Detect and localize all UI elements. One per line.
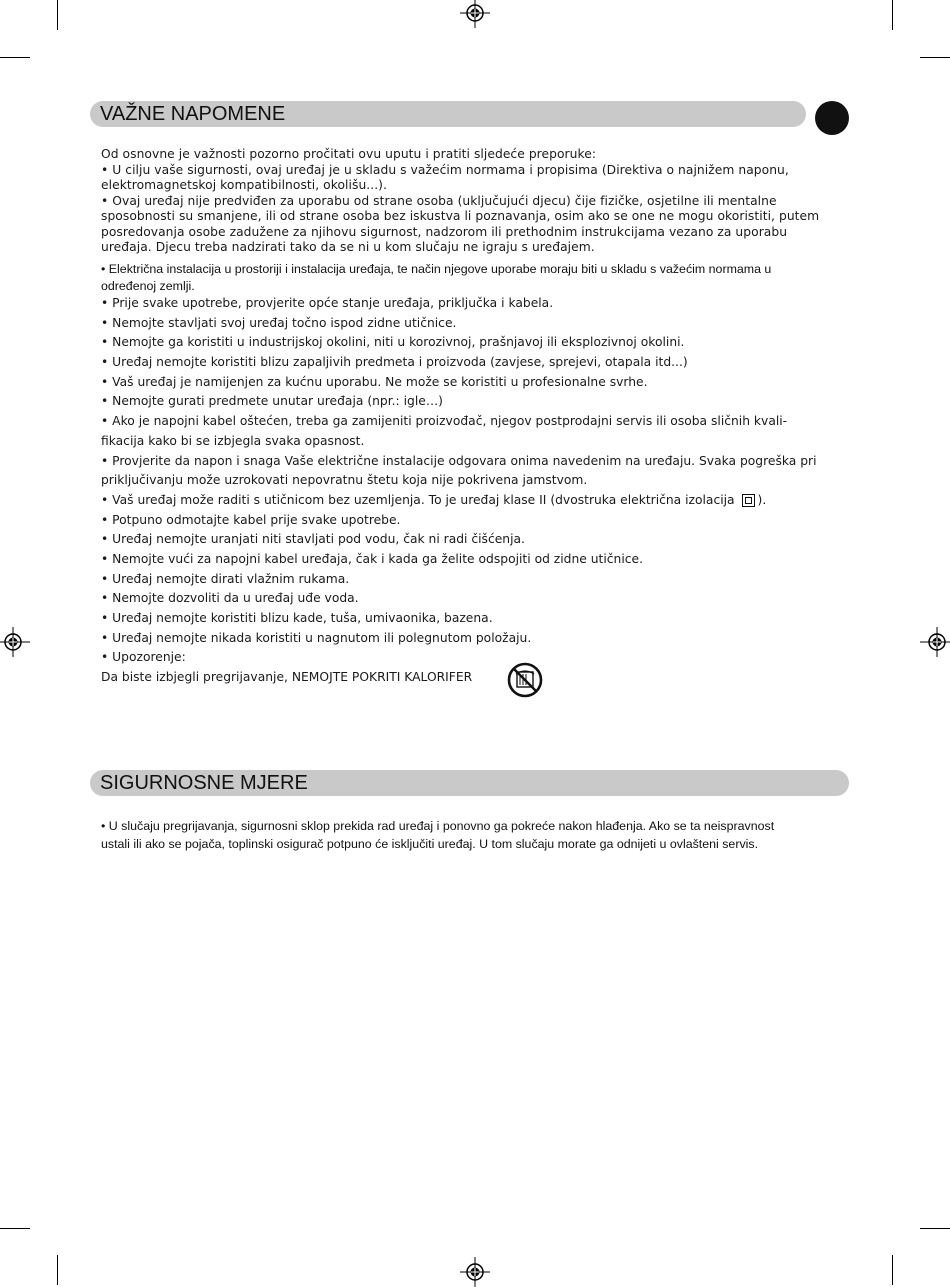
- list-item: • Uređaj nemojte uranjati niti stavljati pod vodu, čak ni radi čišćenja.: [101, 532, 525, 547]
- list-item: • Nemojte stavljati svoj uređaj točno ispod zidne utičnice.: [101, 315, 457, 330]
- page-marker-dot: [815, 101, 849, 135]
- list-item: • Ako je napojni kabel oštećen, treba ga zamijeniti proizvođač, njegov postprodajni servis ili osoba sličnih kvali- fikacija kako bi se izbjegla svaka opasnost.: [101, 414, 788, 448]
- registration-mark-icon: [920, 627, 950, 657]
- registration-mark-icon: [460, 1257, 490, 1287]
- crop-mark: [0, 1228, 30, 1229]
- intro-paragraph: Od osnovne je važnosti pozorno pročitati ovu uputu i pratiti sljedeće preporuke: • U cilju vaše sigurnosti, ovaj uređaj je u skladu s važećim normama i propisima (Direktiva o najnižem naponu, elektromagnetskoj kompatibilnosti, okolišu...). • Ovaj uređaj nije predviđen za uporabu od strane osoba (uključujući djecu) čije fizičke, osjetilne ili mentalne sposobnosti su smanjene, ili od strane osoba bez iskustva li poznavanja, osim ako se one ne mogu okoristiti, putem posredovanja osobe zadužene za njihovu sigurnost, nadzorom ili prethodnim instrukcijama vezano za uporabu uređaja. Djecu treba nadzirati tako da se ni u kom slučaju ne igraju s uređajem.: [101, 147, 820, 254]
- list-item: • Uređaj nemojte koristiti blizu zapaljivih predmeta i proizvoda (zavjese, sprejevi, otapala itd...): [101, 355, 688, 370]
- list-item: • Nemojte dozvoliti da u uređaj uđe voda.: [101, 591, 359, 606]
- list-item: • Uređaj nemojte dirati vlažnim rukama.: [101, 571, 350, 586]
- registration-mark-icon: [460, 0, 490, 30]
- section-header-safety-measures: [90, 770, 849, 796]
- section-header-important-notes: [90, 101, 806, 127]
- crop-mark: [57, 0, 58, 30]
- do-not-cover-icon: [507, 662, 543, 698]
- crop-mark: [920, 1228, 950, 1229]
- list-item: • Potpuno odmotajte kabel prije svake upotrebe.: [101, 512, 401, 527]
- class-ii-text: • Vaš uređaj može raditi s utičnicom bez uzemljenja. To je uređaj klase II (dvostruka električna izolacija: [101, 492, 735, 507]
- crop-mark: [892, 1255, 893, 1285]
- list-item-class-ii: [101, 491, 861, 511]
- list-item: • Provjerite da napon i snaga Vaše električne instalacije odgovara onima navedenim na uređaju. Svaka pogreška pri priključivanju može uzrokovati nepovratnu štetu koja nije pokrivena jamstvom.: [101, 453, 817, 488]
- registration-mark-icon: [0, 627, 30, 657]
- crop-mark: [920, 57, 950, 58]
- list-item: • Prije svake upotrebe, provjerite opće stanje uređaja, priključka i kabela.: [101, 296, 554, 310]
- list-item: • Uređaj nemojte koristiti blizu kade, tuša, umivaonika, bazena.: [101, 611, 493, 626]
- list-item: • Vaš uređaj je namijenjen za kućnu uporabu. Ne može se koristiti u profesionalne svrhe.: [101, 374, 648, 389]
- crop-mark: [892, 0, 893, 30]
- list-item: • Upozorenje:: [101, 650, 186, 665]
- warning-text: Da biste izbjegli pregrijavanje, NEMOJTE POKRITI KALORIFER: [101, 670, 473, 685]
- section-title: SIGURNOSNE MJERE: [100, 772, 308, 794]
- safety-list: [101, 294, 861, 688]
- crop-mark: [0, 57, 30, 58]
- list-item: • Nemojte ga koristiti u industrijskoj okolini, niti u korozivnoj, prašnjavoj ili eksplozivnoj okolini.: [101, 335, 685, 350]
- list-item: • Nemojte vući za napojni kabel uređaja, čak i kada ga želite odspojiti od zidne utičnice.: [101, 552, 643, 566]
- class-ii-text-end: ).: [757, 492, 767, 507]
- safety-measures-text: • U slučaju pregrijavanja, sigurnosni sklop prekida rad uređaj i ponovno ga pokreće nakon hlađenja. Ako se ta neispravnost ustali ili ako se pojača, toplinski osigurač potpuno će isključiti uređaj. U tom slučaju morate ga odnijeti u ovlašteni servis.: [101, 819, 775, 851]
- crop-mark: [57, 1255, 58, 1285]
- list-item: • Nemojte gurati predmete unutar uređaja (npr.: igle…): [101, 394, 443, 409]
- electrical-installation-note: • Električna instalacija u prostoriji i instalacija uređaja, te način njegove uporabe moraju biti u skladu s važećim normama u određenoj zemlji.: [101, 262, 772, 293]
- double-insulation-icon: [742, 494, 755, 507]
- list-item: • Uređaj nemojte nikada koristiti u nagnutom ili polegnutom položaju.: [101, 630, 532, 645]
- section-title: VAŽNE NAPOMENE: [100, 103, 286, 125]
